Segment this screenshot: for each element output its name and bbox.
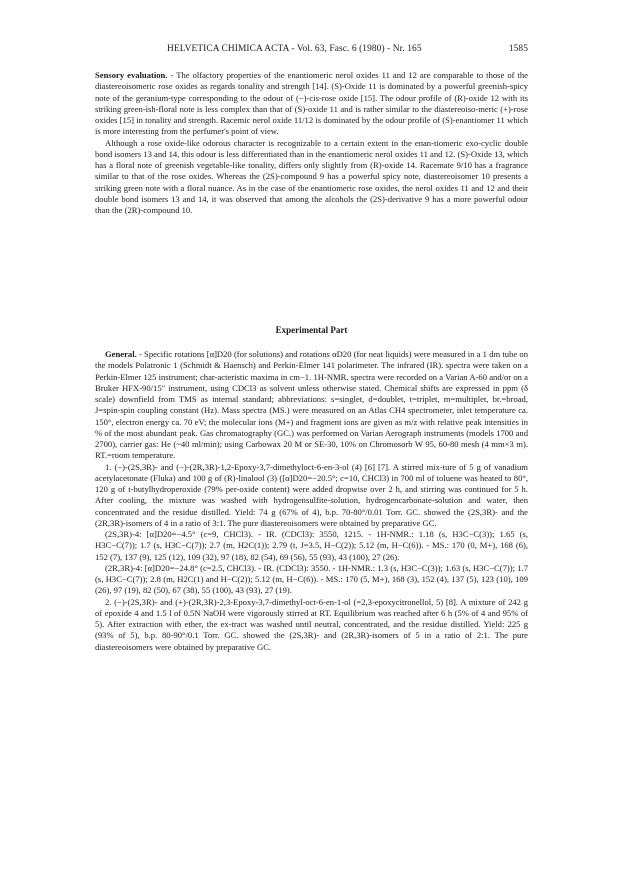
sensory-paragraph-2: Although a rose oxide-like odorous character is recognizable to a certain extent in the enan-tiomeric exo-cyclic double bond isomers 13 and 14, this odour is less differentiated than in the enantiomeric nerol oxides 11 and 12. (S)-Oxide 13, which has a floral note of greenish vegetable-like tonality, differs only slightly from (R)-oxide 14. Racemate 9/10 has a fragrance similar to that of the rose oxides. Whereas the (2S)-compound 9 has a powerful spicy note, diastereoisomer 10 presents a striking green note with a floral nuance. As in the case of the enantiomeric rose oxides, the nerol oxides 11 and 12 and their double bond isomers 13 and 14, it was observed that among the alcohols the (2S)-derivative 9 has a more powerful odour than the (2R)-compound 10. <box>95 137 528 215</box>
procedure-1a-paragraph: (2S,3R)-4: [α]D20=−4.5° (c=9, CHCl3). - IR. (CDCl3): 3550, 1215. - 1H-NMR.: 1.18 (s, H3C−C(3)); 1.65 (s, H3C−C(7)); 1.7 (s, H3C−C(7)); 2.7 (m, H2C(1)); 2.79 (t, J=3.5, H−C(2)); 5.12 (m, H−C(6)). - MS.: 170 (0, M+), 168 (6), 152 (7), 137 (9), 125 (12), 109 (32), 97 (18), 82 (54), 69 (56), 55 (93), 43 (100), 27 (26). <box>95 529 528 562</box>
sensory-p1-text: - The olfactory properties of the enantiomeric nerol oxides 11 and 12 are comparable to those of the diastereoisomeric rose oxides as regards tonality and strength [14]. (S)-Oxide 11 is dominated by a powerful greenish-spicy note of the geranium-type corresponding to the odour of (−)-cis-rose oxide [15]. The odour profile of (R)-oxide 12 with its striking green-ish-floral note is less complex than that of (S)-oxide 11 and is rather similar to the diastereoiso-meric (+)-rose oxides [15] in tonality and strength. Racemic nerol oxide 11/12 is dominated by the odour profile of (S)-enantiomer 11 which is more interesting from the perfumer's point of view. <box>95 70 528 137</box>
sensory-paragraph-1 <box>95 70 528 138</box>
page-number: 1585 <box>508 44 528 54</box>
procedure-1b-paragraph: (2R,3R)-4: [α]D20=−24.8° (c=2.5, CHCl3). - IR. (CDCl3): 3550. - 1H-NMR.: 1.3 (s, H3C−C(3)); 1.63 (s, H3C−C(7)); 1.7 (s, H3C−C(7)); 2.8 (m, H2C(1) and H−C(2)); 5.12 (m, H−C(6)). - MS.: 170 (5, M+), 168 (3), 152 (4), 137 (5), 123 (10), 109 (26), 97 (19), 82 (50), 67 (38), 55 (100), 43 (93), 27 (19). <box>95 562 528 596</box>
procedure-1-paragraph: 1. (−)-(2S,3R)- and (−)-(2R,3R)-1,2-Epoxy-3,7-dimethyloct-6-en-3-ol (4) [6] [7]. A stirred mix-ture of 5 g of vanadium acetylacetonate (Fluka) and 100 g of (R)-linalool (3) ([α]D20=−20.5°; c=10, CHCl3) in 700 ml of toluene was heated to 80°, 120 g of t-butylhydroperoxide (79% per-oxide content) were added dropwise over 2 h, and stirring was continued for 5 h. After cooling, the mixture was washed with hydrogensulfite-solution, hydrogencarbonate-solution and water, then concentrated and the residue distilled. Yield: 74 g (67% of 4), b.p. 70-80°/0.01 Torr. GC. showed the (2S,3R)- and the (2R,3R)-isomers of 4 in a ratio of 3:1. The pure diastereoisomers were obtained by preparative GC. <box>95 461 528 528</box>
sensory-heading: Sensory evaluation. <box>95 70 168 80</box>
experimental-part-title: Experimental Part <box>275 325 348 335</box>
experimental-section <box>95 349 528 653</box>
journal-running-title: HELVETICA CHIMICA ACTA - Vol. 63, Fasc. 6 (1980) - Nr. 165 <box>167 44 422 54</box>
sensory-section <box>95 70 528 216</box>
general-text: - Specific rotations [α]D20 (for solutions) and rotations αD20 (for neat liquids) were measured in a 1 dm tube on the models Polatronic 1 (Schmidt & Haensch) and Perkin-Elmer 141 polarimeter. The infrared (IR). spectra were taken on a Perkin-Elmer 125 instrument; char-acteristic maxima in cm−1. 1H-NMR. spectra were recorded on a Varian A-60 and/or on a Bruker HFX-90/15" instrument, using CDCl3 as solvent unless otherwise stated. Chemical shifts are expressed in ppm (δ scale) downfield from TMS as internal standard; abbreviations: s=singlet, d=doublet, t=triplet, m=multiplet, br.=broad, J=spin-spin coupling constant (Hz). Mass spectra (MS.) were measured on an Atlas CH4 spectrometer, inlet temperature ca. 150°, electron energy ca. 70 eV; the molecular ions (M+) and fragment ions are given as m/z with relative peak intensities in % of the most abundant peak. Gas chromatography (GC.) was performed on Varian Aerograph instruments (models 1700 and 2700), carrier gas: He (~40 ml/min); using Carbowax 20 M or SE-30, 10% on Chromosorb W 95, 60-80 mesh (4 mm×3 m). RT.=room temperature. <box>95 349 528 461</box>
page-header <box>95 44 528 58</box>
general-heading: General. <box>105 349 137 359</box>
procedure-2-paragraph: 2. (−)-(2S,3R)- and (+)-(2R,3R)-2,3-Epoxy-3,7-dimethyl-oct-6-en-1-ol (=2,3-epoxycitronellol, 5) [8]. A mixture of 242 g of epoxide 4 and 1.5 l of 0.5N NaOH were vigorously stirred at RT. Equilibrium was reached after 6 h (5% of 4 and 95% of 5). After extraction with ether, the ex-tract was washed until neutral, concentrated, and the residue distilled. Yield: 225 g (93% of 5), b.p. 80-90°/0.1 Torr. GC. showed the (2S,3R)- and (2R,3R)-isomers of 5 in a ratio of 2:1. The pure diastereoisomers were obtained by preparative GC. <box>95 596 528 652</box>
general-paragraph <box>95 349 528 462</box>
